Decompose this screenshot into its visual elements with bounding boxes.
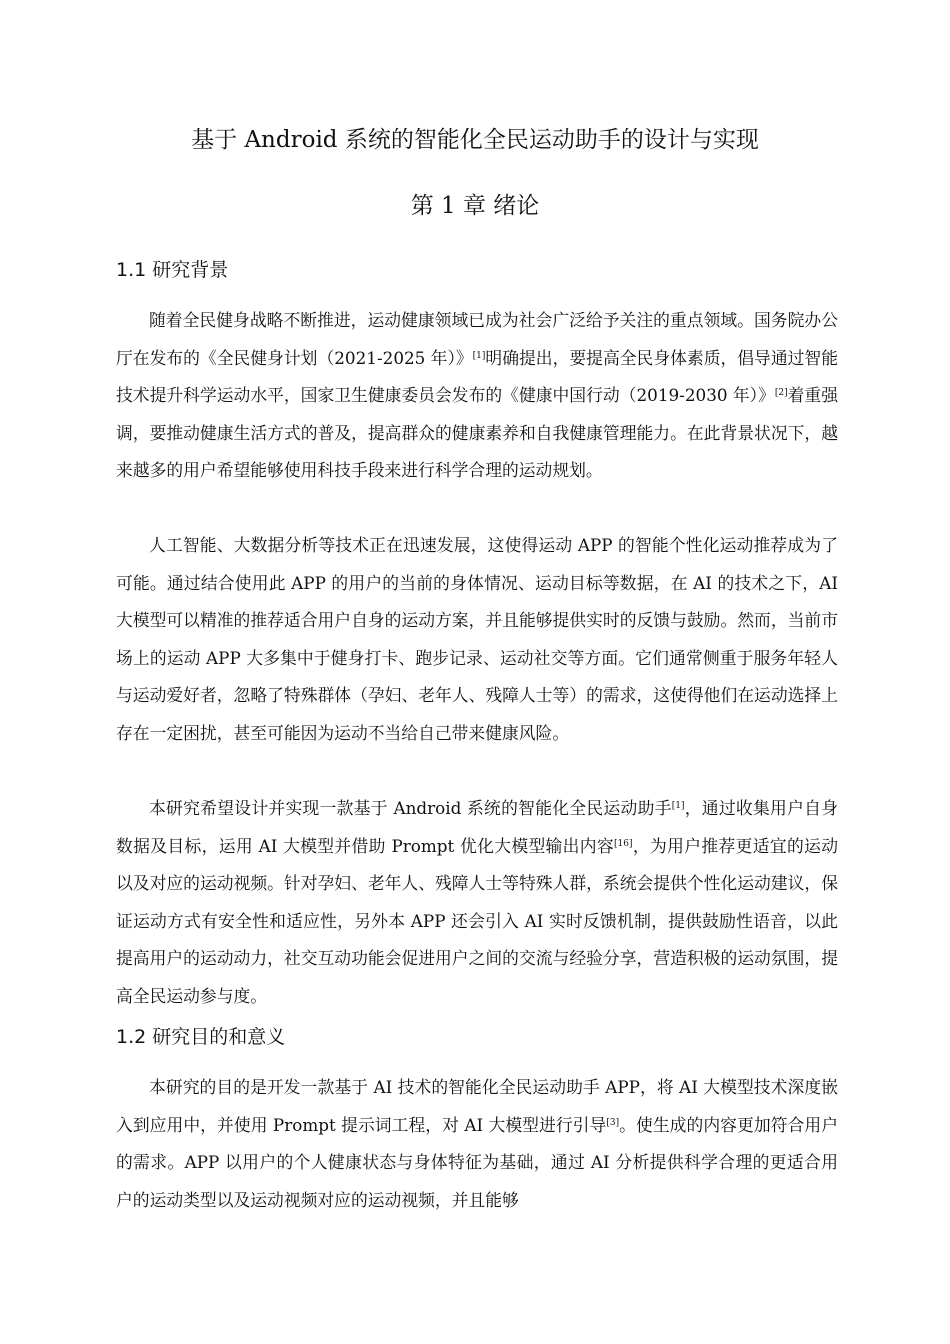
chapter-heading: 第 1 章 绪论 xyxy=(410,193,540,219)
paper-title: 基于 Android 系统的智能化全民运动助手的设计与实现 xyxy=(191,127,759,153)
paragraph-text: 着重强调，要推动健康生活方式的普及，提高群众的健康素养和自我健康管理能力。在此背景状况下，越来越多的用户希望能够使用科技手段来进行科学合理的运动规划。 xyxy=(116,385,838,480)
paragraph-text: 明确提出，要提高全民身体素质，倡导通过智能技术提升科学运动水平，国家卫生健康委员会发布的《健康中国行动（2019-2030 年）》 xyxy=(116,347,838,405)
paragraph-text: 本研究希望设计并实现一款基于 Android 系统的智能化全民运动助手 xyxy=(149,798,672,818)
paragraph-text: 本研究的目的是开发一款基于 AI 技术的智能化全民运动助手 APP，将 AI 大模型技术深度嵌入到应用中，并使用 Prompt 提示词工程，对 AI 大模型进行引导 xyxy=(116,1077,838,1135)
citation-ref: [16] xyxy=(614,838,633,849)
paragraph-background-3 xyxy=(116,790,838,1015)
paragraph-background-2: 人工智能、大数据分析等技术正在迅速发展，这使得运动 APP 的智能个性化运动推荐成为了可能。通过结合使用此 APP 的用户的当前的身体情况、运动目标等数据，在 AI 的技术之下，AI 大模型可以精准的推荐适合用户自身的运动方案，并且能够提供实时的反馈与鼓励。然而，当前市场上的运动 APP 大多集中于健身打卡、跑步记录、运动社交等方面。它们通常侧重于服务年轻人与运动爱好者，忽略了特殊群体（孕妇、老年人、残障人士等）的需求，这使得他们在运动选择上存在一定困扰，甚至可能因为运动不当给自己带来健康风险。 xyxy=(116,535,838,743)
section-heading-1-1: 1.1 研究背景 xyxy=(116,259,229,281)
citation-ref: [2] xyxy=(774,388,788,398)
paragraph-text: ，通过收集用户自身数据及目标，运用 AI 大模型并借助 Prompt 优化大模型输出内容 xyxy=(116,798,838,856)
paragraph-purpose-1 xyxy=(116,1069,838,1219)
citation-ref: [1] xyxy=(671,801,685,811)
citation-ref: [1] xyxy=(472,350,486,361)
section-heading-1-2: 1.2 研究目的和意义 xyxy=(116,1026,286,1048)
citation-ref: [3] xyxy=(606,1117,620,1128)
paragraph-text: 随着全民健身战略不断推进，运动健康领域已成为社会广泛给予关注的重点领域。国务院办公厅在发布的《全民健身计划（2021-2025 年）》 xyxy=(116,310,838,368)
paragraph-background-1 xyxy=(116,302,838,490)
paragraph-text: 。使生成的内容更加符合用户的需求。APP 以用户的个人健康状态与身体特征为基础，通过 AI 分析提供科学合理的更适合用户的运动类型以及运动视频对应的运动视频，并且能够 xyxy=(116,1114,838,1210)
paragraph-text: ，为用户推荐更适宜的运动以及对应的运动视频。针对孕妇、老年人、残障人士等特殊人群，系统会提供个性化运动建议，保证运动方式有安全性和适应性，另外本 APP 还会引入 AI 实时反馈机制，提供鼓励性语音，以此提高用户的运动动力，社交互动功能会促进用户之间的交流与经验分享，营造积极的运动氛围，提高全民运动参与度。 xyxy=(116,835,838,1006)
